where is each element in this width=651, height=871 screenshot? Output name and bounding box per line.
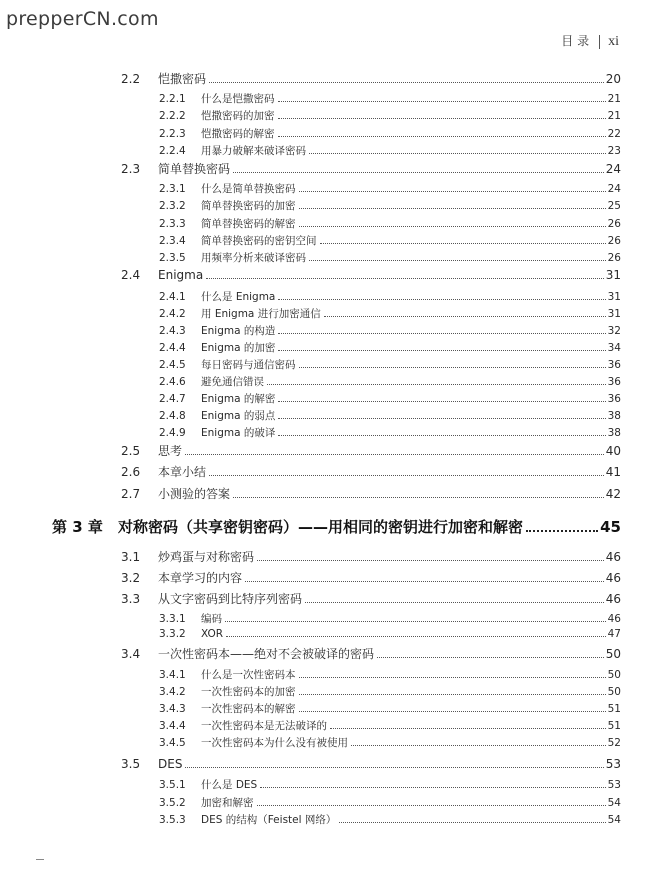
toc-entry-number: 2.7 [121,487,141,501]
toc-entry-number: 3.4.1 [159,669,186,681]
toc-entry-page: 46 [605,550,621,564]
page-edge-mark [36,859,44,860]
toc-entry-title: 用频率分析来破译密码 [201,252,306,264]
toc-entry-page: 46 [605,592,621,606]
toc-section[interactable] [121,645,621,662]
toc-section[interactable] [121,160,621,177]
toc-entry-title: 炒鸡蛋与对称密码 [158,550,255,564]
toc-entry-title: 本章学习的内容 [158,571,243,585]
dot-leader [278,101,606,102]
toc-entry-page: 51 [607,720,621,732]
toc-entry-number: 2.3.3 [159,218,186,230]
toc-entry-title: 什么是一次性密码本 [201,669,296,681]
dot-leader [278,435,605,436]
toc-entry-title: 用 Enigma 进行加密通信 [201,308,321,320]
toc-entry-title: Enigma 的加密 [201,342,276,354]
toc-entry-page: 36 [607,393,621,405]
toc-entry-page: 21 [607,93,621,105]
toc-entry-number: 3.2 [121,571,141,585]
toc-entry-title: 本章小结 [158,465,207,479]
toc-entry-number: 3.4.4 [159,720,186,732]
toc-entry-title: Enigma 的弱点 [201,410,276,422]
dot-leader [278,136,606,137]
toc-entry-title: 一次性密码本——绝对不会被破译的密码 [158,647,375,661]
toc-entry-title: 简单替换密码 [158,162,231,176]
toc-entry-title: Enigma [158,268,204,282]
toc-entry-number: 2.2.4 [159,145,186,157]
toc-entry-number: 2.4.3 [159,325,186,337]
toc-subsection[interactable] [159,611,621,626]
dot-leader [299,677,606,678]
toc-entry-title: 每日密码与通信密码 [201,359,296,371]
toc-entry-page: 26 [607,252,621,264]
toc-subsection[interactable] [159,684,621,699]
toc-entry-title: Enigma 的破译 [201,427,276,439]
toc-subsection[interactable] [159,91,621,106]
toc-entry-page: 50 [607,669,621,681]
toc-entry-page: 47 [607,628,621,640]
toc-entry-page: 54 [607,797,621,809]
toc-entry-number: 3.5.2 [159,797,186,809]
dot-leader [526,530,598,532]
dot-leader [339,822,605,823]
toc-entry-number: 2.2.1 [159,93,186,105]
toc-entry-number: 2.2.2 [159,110,186,122]
toc-entry-title: 一次性密码本的解密 [201,703,296,715]
toc-entry-title: 用暴力破解来破译密码 [201,145,306,157]
toc-entry-number: 3.4.3 [159,703,186,715]
toc-entry-page: 23 [607,145,621,157]
toc-section[interactable] [121,569,621,586]
toc-subsection[interactable] [159,108,621,123]
dot-leader [278,418,605,419]
toc-entry-page: 54 [607,814,621,826]
dot-leader [226,636,606,637]
toc-subsection[interactable] [159,126,621,141]
toc-entry-title: XOR [201,628,224,640]
toc-entry-page: 41 [605,465,621,479]
dot-leader [299,711,606,712]
toc-entry-title: 什么是恺撒密码 [201,93,275,105]
dot-leader [233,497,604,498]
toc-entry-title: 简单替换密码的密钥空间 [201,235,317,247]
toc-entry-number: 2.3.5 [159,252,186,264]
toc-entry-page: 20 [605,72,621,86]
toc-section[interactable] [121,442,621,459]
toc-entry-number: 2.4 [121,268,141,282]
toc-entry-number: 3.5 [121,757,141,771]
toc-subsection[interactable] [159,718,621,733]
dot-leader [299,208,606,209]
toc-entry-number: 2.5 [121,444,141,458]
dot-leader [309,260,606,261]
dot-leader [225,621,606,622]
dot-leader [309,153,606,154]
toc-entry-title: 什么是简单替换密码 [201,183,296,195]
toc-entry-title: 恺撒密码 [158,72,207,86]
toc-entry-number: 2.3 [121,162,141,176]
toc-entry-number: 3.4 [121,647,141,661]
toc-entry-title: 一次性密码本为什么没有被使用 [201,737,348,749]
dot-leader [185,767,603,768]
watermark-text: prepperCN.com [6,8,159,30]
dot-leader [257,560,604,561]
toc-entry-page: 36 [607,376,621,388]
toc-entry-number: 2.2.3 [159,128,186,140]
toc-subsection[interactable] [159,795,621,810]
toc-subsection[interactable] [159,198,621,213]
toc-entry-title: 对称密码（共享密钥密码）——用相同的密钥进行加密和解密 [118,518,524,536]
toc-entry-title: 一次性密码本是无法破译的 [201,720,327,732]
toc-entry-title: 简单替换密码的解密 [201,218,296,230]
toc-entry-title: 什么是 Enigma [201,291,276,303]
toc-subsection[interactable] [159,233,621,248]
toc-subsection[interactable] [159,143,621,158]
toc-entry-title: 编码 [201,613,222,625]
toc-entry-number: 2.4.8 [159,410,186,422]
toc-subsection[interactable] [159,425,621,440]
dot-leader [278,333,605,334]
toc-entry-page: 24 [605,162,621,176]
toc-entry-title: 恺撒密码的加密 [201,110,275,122]
toc-entry-page: 24 [607,183,621,195]
toc-entry-page: 46 [607,613,621,625]
dot-leader [305,602,604,603]
toc-entry-number: 2.4.2 [159,308,186,320]
dot-leader [233,172,604,173]
toc-entry-title: DES 的结构（Feistel 网络） [201,814,337,826]
dot-leader [299,694,606,695]
toc-entry-page: 22 [607,128,621,140]
toc-entry-page: 40 [605,444,621,458]
dot-leader [299,191,606,192]
dot-leader [278,350,605,351]
toc-subsection[interactable] [159,812,621,827]
dot-leader [278,401,605,402]
toc-entry-number: 2.3.1 [159,183,186,195]
toc-entry-number: 3.3.1 [159,613,186,625]
toc-entry-title: 思考 [158,444,183,458]
toc-entry-title: Enigma 的构造 [201,325,276,337]
toc-entry-number: 3.1 [121,550,141,564]
toc-entry-title: 一次性密码本的加密 [201,686,296,698]
toc-entry-page: 31 [605,268,621,282]
toc-entry-number: 3.4.5 [159,737,186,749]
toc-subsection[interactable] [159,701,621,716]
toc-entry-page: 42 [605,487,621,501]
dot-leader [324,316,606,317]
toc-subsection[interactable] [159,289,621,304]
toc-section[interactable] [121,268,621,282]
toc-entry-page: 52 [607,737,621,749]
toc-entry-number: 2.4.9 [159,427,186,439]
toc-entry-page: 53 [605,757,621,771]
toc-entry-page: 26 [607,235,621,247]
dot-leader [206,278,604,279]
dot-leader [260,787,605,788]
toc-entry-page: 53 [607,779,621,791]
toc-entry-number: 3.3 [121,592,141,606]
toc-subsection[interactable] [159,323,621,338]
header-section-title: 目 录 [561,34,590,48]
toc-entry-number: 2.4.1 [159,291,186,303]
toc-entry-page: 50 [607,686,621,698]
toc-entry-title: 加密和解密 [201,797,254,809]
toc-entry-page: 50 [605,647,621,661]
toc-subsection[interactable] [159,777,621,792]
toc-entry-number: 2.4.7 [159,393,186,405]
toc-section[interactable] [121,70,621,87]
toc-entry-page: 36 [607,359,621,371]
dot-leader [185,454,604,455]
toc-entry-page: 34 [607,342,621,354]
toc-entry-page: 38 [607,410,621,422]
dot-leader [278,299,605,300]
toc-entry-number: 2.3.4 [159,235,186,247]
toc-entry-page: 25 [607,200,621,212]
toc-entry-page: 31 [607,308,621,320]
toc-entry-title: 小测验的答案 [158,487,231,501]
toc-entry-number: 第 3 章 [52,518,103,536]
dot-leader [209,82,604,83]
toc-entry-page: 38 [607,427,621,439]
toc-entry-number: 2.4.6 [159,376,186,388]
toc-entry-title: Enigma 的解密 [201,393,276,405]
dot-leader [377,657,604,658]
toc-entry-number: 2.2 [121,72,141,86]
dot-leader [320,243,606,244]
toc-entry-title: 什么是 DES [201,779,258,791]
running-header [561,32,619,50]
toc-entry-title: 避免通信错误 [201,376,264,388]
header-divider [599,35,600,49]
toc-entry-page: 32 [607,325,621,337]
header-page-number: xi [608,34,619,49]
toc-section[interactable] [121,463,621,480]
toc-subsection[interactable] [159,250,621,265]
toc-entry-page: 26 [607,218,621,230]
dot-leader [299,367,606,368]
toc-subsection[interactable] [159,735,621,750]
toc-subsection[interactable] [159,667,621,682]
dot-leader [330,728,606,729]
dot-leader [299,226,606,227]
toc-subsection[interactable] [159,306,621,321]
toc-subsection[interactable] [159,628,621,640]
toc-subsection[interactable] [159,181,621,196]
toc-entry-title: 简单替换密码的加密 [201,200,296,212]
toc-entry-number: 2.3.2 [159,200,186,212]
toc-entry-page: 21 [607,110,621,122]
dot-leader [278,118,606,119]
dot-leader [267,384,606,385]
toc-entry-number: 3.4.2 [159,686,186,698]
toc-subsection[interactable] [159,374,621,389]
toc-entry-title: 从文字密码到比特序列密码 [158,592,303,606]
toc-entry-page: 46 [605,571,621,585]
toc-entry-number: 3.5.1 [159,779,186,791]
toc-section[interactable] [121,757,621,771]
toc-section[interactable] [121,548,621,565]
toc-section[interactable] [121,590,621,607]
dot-leader [351,745,606,746]
toc-entry-number: 2.6 [121,465,141,479]
toc-subsection[interactable] [159,216,621,231]
dot-leader [209,475,604,476]
toc-subsection[interactable] [159,408,621,423]
toc-subsection[interactable] [159,340,621,355]
toc-chapter[interactable] [52,516,621,537]
toc-subsection[interactable] [159,391,621,406]
toc-entry-number: 3.3.2 [159,628,186,640]
toc-entry-page: 31 [607,291,621,303]
toc-subsection[interactable] [159,357,621,372]
dot-leader [257,805,606,806]
toc-entry-page: 45 [600,518,621,536]
toc-entry-number: 3.5.3 [159,814,186,826]
toc-entry-number: 2.4.4 [159,342,186,354]
toc-entry-title: DES [158,757,183,771]
toc-section[interactable] [121,485,621,502]
toc-entry-title: 恺撒密码的解密 [201,128,275,140]
toc-entry-number: 2.4.5 [159,359,186,371]
toc-entry-page: 51 [607,703,621,715]
dot-leader [245,581,604,582]
